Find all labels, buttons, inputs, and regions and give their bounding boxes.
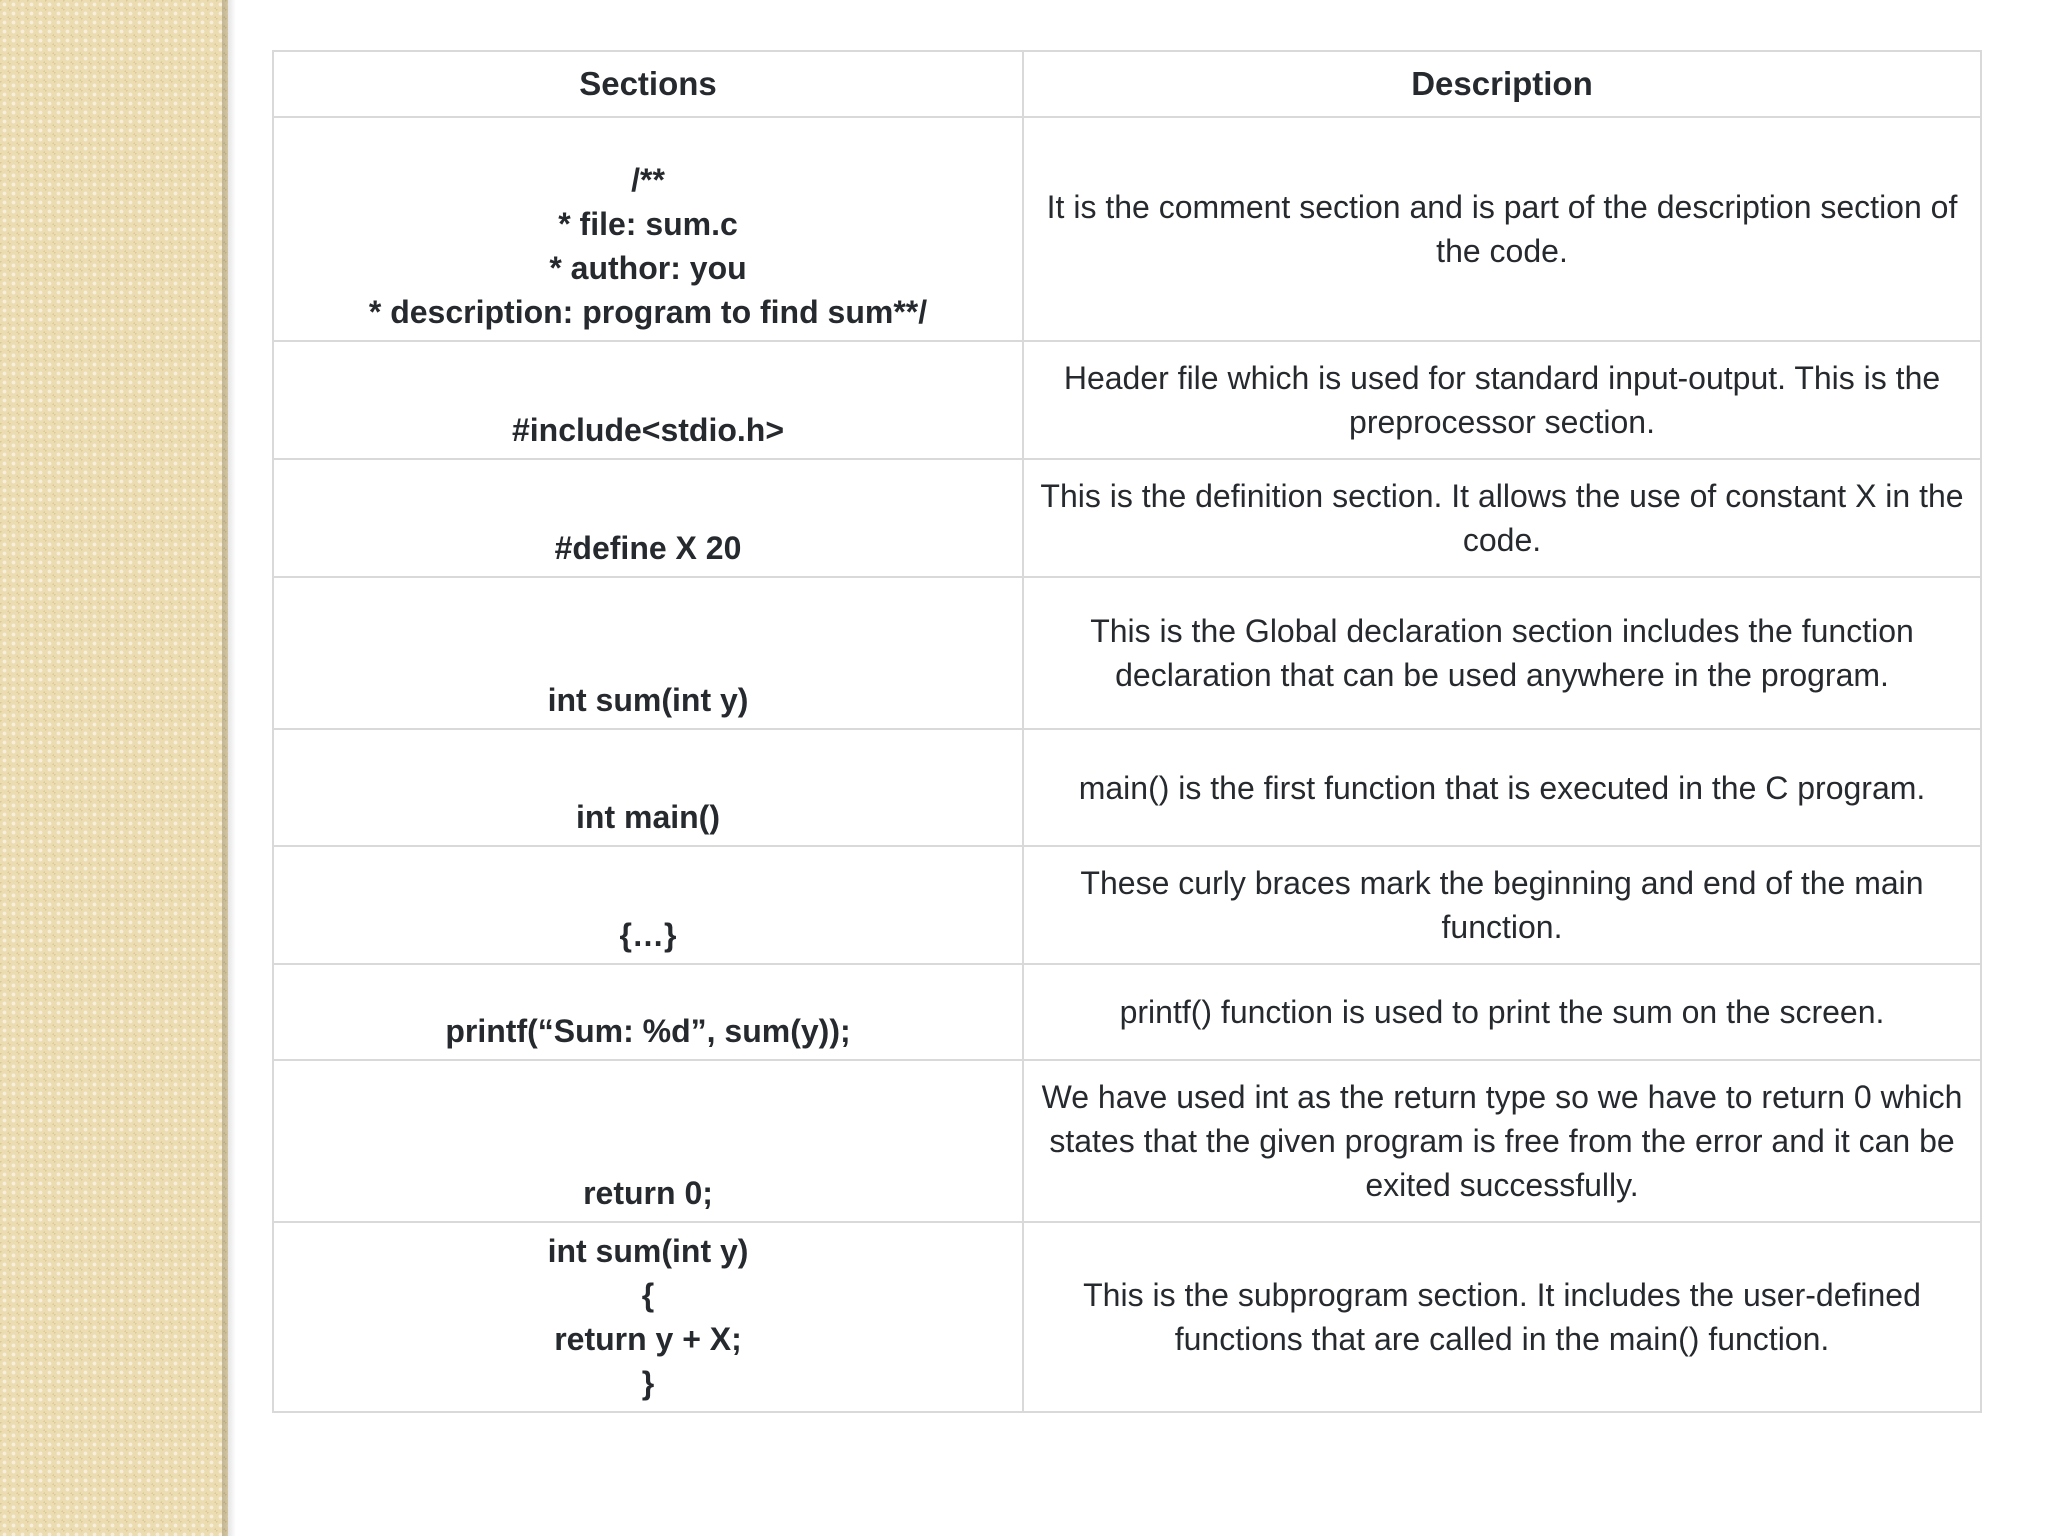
table-row [273, 1060, 1981, 1222]
header-sections: Sections [273, 51, 1023, 117]
table-header-row [273, 51, 1981, 117]
section-cell: #define X 20 [273, 459, 1023, 577]
description-cell: These curly braces mark the beginning and end of the main function. [1023, 846, 1981, 964]
c-program-sections-table [272, 50, 1982, 1413]
description-cell: This is the definition section. It allows the use of constant X in the code. [1023, 459, 1981, 577]
section-cell: printf(“Sum: %d”, sum(y)); [273, 964, 1023, 1060]
table-row [273, 117, 1981, 341]
section-cell: {…} [273, 846, 1023, 964]
description-cell: Header file which is used for standard input-output. This is the preprocessor section. [1023, 341, 1981, 459]
description-cell: It is the comment section and is part of the description section of the code. [1023, 117, 1981, 341]
table-row [273, 1222, 1981, 1412]
section-cell: int sum(int y) [273, 577, 1023, 729]
table-row [273, 577, 1981, 729]
decorative-side-strip [0, 0, 228, 1536]
table-row [273, 729, 1981, 846]
side-strip-shadow [222, 0, 236, 1536]
description-cell: This is the subprogram section. It includes the user-defined functions that are called in the main() function. [1023, 1222, 1981, 1412]
description-cell: main() is the first function that is executed in the C program. [1023, 729, 1981, 846]
section-cell: int main() [273, 729, 1023, 846]
description-cell: printf() function is used to print the sum on the screen. [1023, 964, 1981, 1060]
header-description: Description [1023, 51, 1981, 117]
section-cell: return 0; [273, 1060, 1023, 1222]
description-cell: We have used int as the return type so we have to return 0 which states that the given program is free from the error and it can be exited successfully. [1023, 1060, 1981, 1222]
table-row [273, 846, 1981, 964]
description-cell: This is the Global declaration section includes the function declaration that can be used anywhere in the program. [1023, 577, 1981, 729]
section-cell: int sum(int y) { return y + X; } [273, 1222, 1023, 1412]
section-cell: #include<stdio.h> [273, 341, 1023, 459]
section-cell: /** * file: sum.c * author: you * description: program to find sum**/ [273, 117, 1023, 341]
table-row [273, 459, 1981, 577]
table-row [273, 341, 1981, 459]
table-row [273, 964, 1981, 1060]
